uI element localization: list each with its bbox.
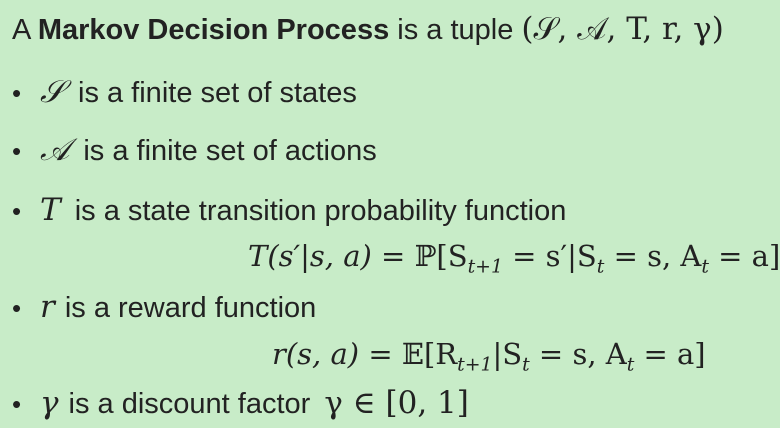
reward-eq-rhs-d: = a]	[634, 337, 706, 371]
states-symbol: 𝒮	[40, 74, 64, 109]
bullet-actions	[12, 134, 377, 166]
transition-symbol: T	[40, 192, 61, 228]
reward-eq-lhs: r(s, a)	[272, 337, 360, 371]
transition-eq-sub3: t	[701, 256, 709, 278]
reward-equation	[272, 337, 706, 376]
bullet-dot: •	[12, 293, 22, 323]
transition-eq-lhs: T(s′|s, a)	[248, 239, 372, 273]
discount-symbol: γ	[40, 385, 59, 421]
title-prefix: A	[12, 14, 38, 46]
reward-eq-equals: =	[359, 337, 402, 371]
transition-eq-sub2: t	[596, 256, 605, 278]
title-line	[12, 11, 724, 47]
bullet-dot: •	[12, 136, 22, 166]
bullet-transition	[12, 192, 567, 228]
reward-eq-sub3: t	[626, 354, 635, 376]
reward-eq-sub1: t+1	[457, 354, 493, 376]
transition-eq-rhs-c: = s, A	[604, 239, 702, 273]
bullet-discount	[12, 385, 469, 421]
transition-eq-equals: =	[371, 239, 415, 273]
actions-text: is a finite set of actions	[83, 135, 377, 167]
transition-eq-rhs-a: ℙ[S	[414, 239, 468, 273]
title-bold-term: Markov Decision Process	[37, 14, 390, 46]
title-tuple: (𝒮, 𝒜, T, r, γ)	[521, 11, 724, 47]
reward-eq-rhs-b: |S	[492, 337, 523, 371]
transition-eq-sub1: t+1	[467, 256, 503, 278]
reward-eq-rhs-c: = s, A	[529, 337, 627, 371]
discount-equation: γ ∈ [0, 1]	[324, 385, 469, 421]
states-text: is a finite set of states	[78, 77, 357, 109]
title-suffix: is a tuple	[389, 14, 522, 46]
transition-eq-rhs-b: = s′|S	[502, 239, 597, 273]
transition-equation	[248, 239, 780, 278]
transition-eq-rhs-d: = a]	[708, 239, 780, 273]
reward-text: is a reward function	[64, 292, 317, 324]
reward-eq-sub2: t	[522, 354, 530, 376]
bullet-dot: •	[12, 196, 22, 226]
bullet-reward	[12, 289, 317, 325]
transition-text: is a state transition probability function	[74, 195, 567, 227]
bullet-dot: •	[12, 389, 22, 419]
bullet-dot: •	[12, 78, 22, 108]
reward-eq-rhs-a: 𝔼[R	[401, 337, 458, 371]
reward-symbol: r	[40, 289, 55, 325]
actions-symbol: 𝒜	[40, 132, 70, 167]
discount-text: is a discount factor	[68, 388, 311, 420]
bullet-states	[12, 76, 357, 108]
